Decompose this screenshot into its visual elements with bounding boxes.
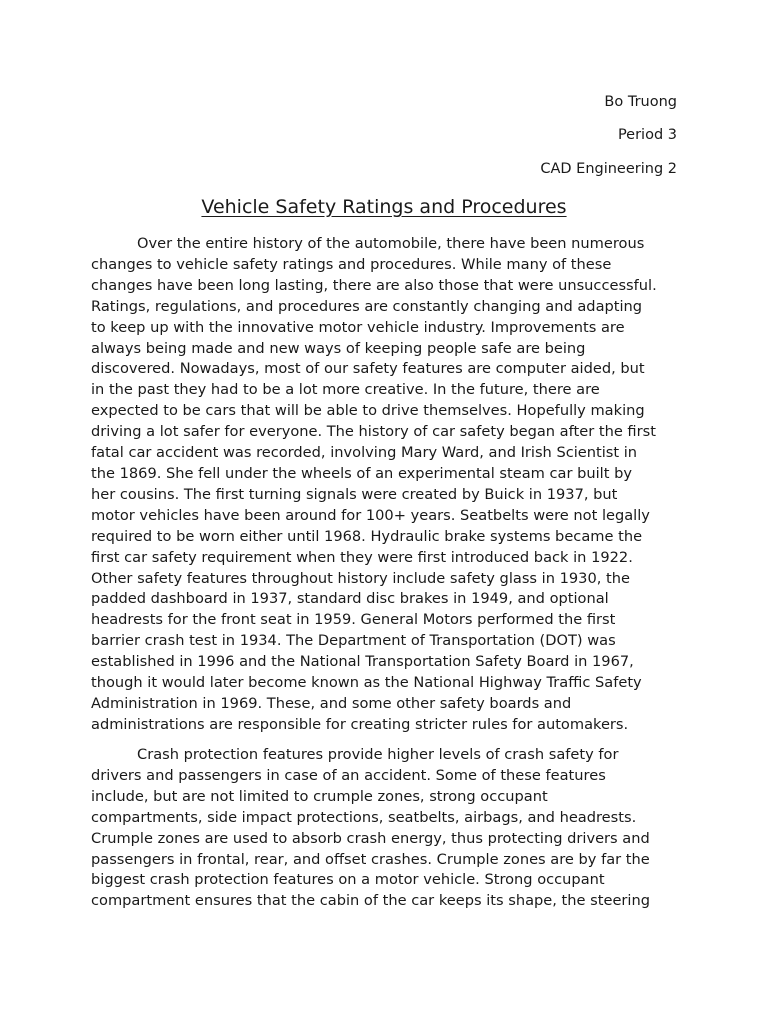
paragraph-line: motor vehicles have been around for 100+ years. Seatbelts were not legally xyxy=(91,506,650,524)
paragraph-line: biggest crash protection features on a motor vehicle. Strong occupant xyxy=(91,871,605,889)
paragraph-line: always being made and new ways of keeping people safe are being xyxy=(91,339,586,357)
paragraph-line: though it would later become known as the National Highway Traffic Safety xyxy=(91,674,642,692)
paragraph-1 xyxy=(91,234,691,736)
paragraph-line: passengers in frontal, rear, and offset crashes. Crumple zones are by far the xyxy=(91,850,650,868)
paragraph-line: compartments, side impact protections, seatbelts, airbags, and headrests. xyxy=(91,808,637,826)
paragraph-line: Other safety features throughout history include safety glass in 1930, the xyxy=(91,569,630,587)
paragraph-2 xyxy=(91,745,691,912)
paragraph-line: Administration in 1969. These, and some other safety boards and xyxy=(91,694,572,712)
class-period: Period 3 xyxy=(617,127,677,143)
paragraph-line: to keep up with the innovative motor vehicle industry. Improvements are xyxy=(91,318,625,336)
paragraph-line: her cousins. The first turning signals were created by Buick in 1937, but xyxy=(91,485,618,503)
paragraph-line: driving a lot safer for everyone. The history of car safety began after the first xyxy=(91,423,656,441)
paragraph-line: established in 1996 and the National Transportation Safety Board in 1967, xyxy=(91,653,634,671)
paragraph-line: include, but are not limited to crumple zones, strong occupant xyxy=(91,787,548,805)
paragraph-line: padded dashboard in 1937, standard disc brakes in 1949, and optional xyxy=(91,590,609,608)
author-name: Bo Truong xyxy=(604,94,677,110)
paragraph-line: Crash protection features provide higher levels of crash safety for xyxy=(137,746,619,763)
paragraph-line: changes to vehicle safety ratings and procedures. While many of these xyxy=(91,255,612,273)
paragraph-line: required to be worn either until 1968. Hydraulic brake systems became the xyxy=(91,527,643,545)
paragraph-line: fatal car accident was recorded, involving Mary Ward, and Irish Scientist in xyxy=(91,444,638,462)
paragraph-line: the 1869. She fell under the wheels of an experimental steam car built by xyxy=(91,464,632,482)
paragraph-line: administrations are responsible for creating stricter rules for automakers. xyxy=(91,715,629,733)
paragraph-line: Ratings, regulations, and procedures are constantly changing and adapting xyxy=(91,297,643,315)
paragraph-line: drivers and passengers in case of an accident. Some of these features xyxy=(91,766,606,784)
class-name: CAD Engineering 2 xyxy=(540,161,677,177)
document-title: Vehicle Safety Ratings and Procedures xyxy=(201,196,567,218)
paragraph-line: Over the entire history of the automobile, there have been numerous xyxy=(137,235,645,252)
paragraph-line: discovered. Nowadays, most of our safety features are computer aided, but xyxy=(91,360,645,378)
paragraph-line: barrier crash test in 1934. The Department of Transportation (DOT) was xyxy=(91,632,616,650)
paragraph-line: first car safety requirement when they were first introduced back in 1922. xyxy=(91,548,633,566)
paragraph-line: in the past they had to be a lot more creative. In the future, there are xyxy=(91,381,600,399)
paragraph-line: Crumple zones are used to absorb crash energy, thus protecting drivers and xyxy=(91,829,650,847)
paragraph-line: expected to be cars that will be able to drive themselves. Hopefully making xyxy=(91,402,645,420)
paragraph-line: compartment ensures that the cabin of the car keeps its shape, the steering xyxy=(91,892,650,910)
paragraph-line: headrests for the front seat in 1959. General Motors performed the first xyxy=(91,611,616,629)
paragraph-line: changes have been long lasting, there are also those that were unsuccessful. xyxy=(91,276,657,294)
